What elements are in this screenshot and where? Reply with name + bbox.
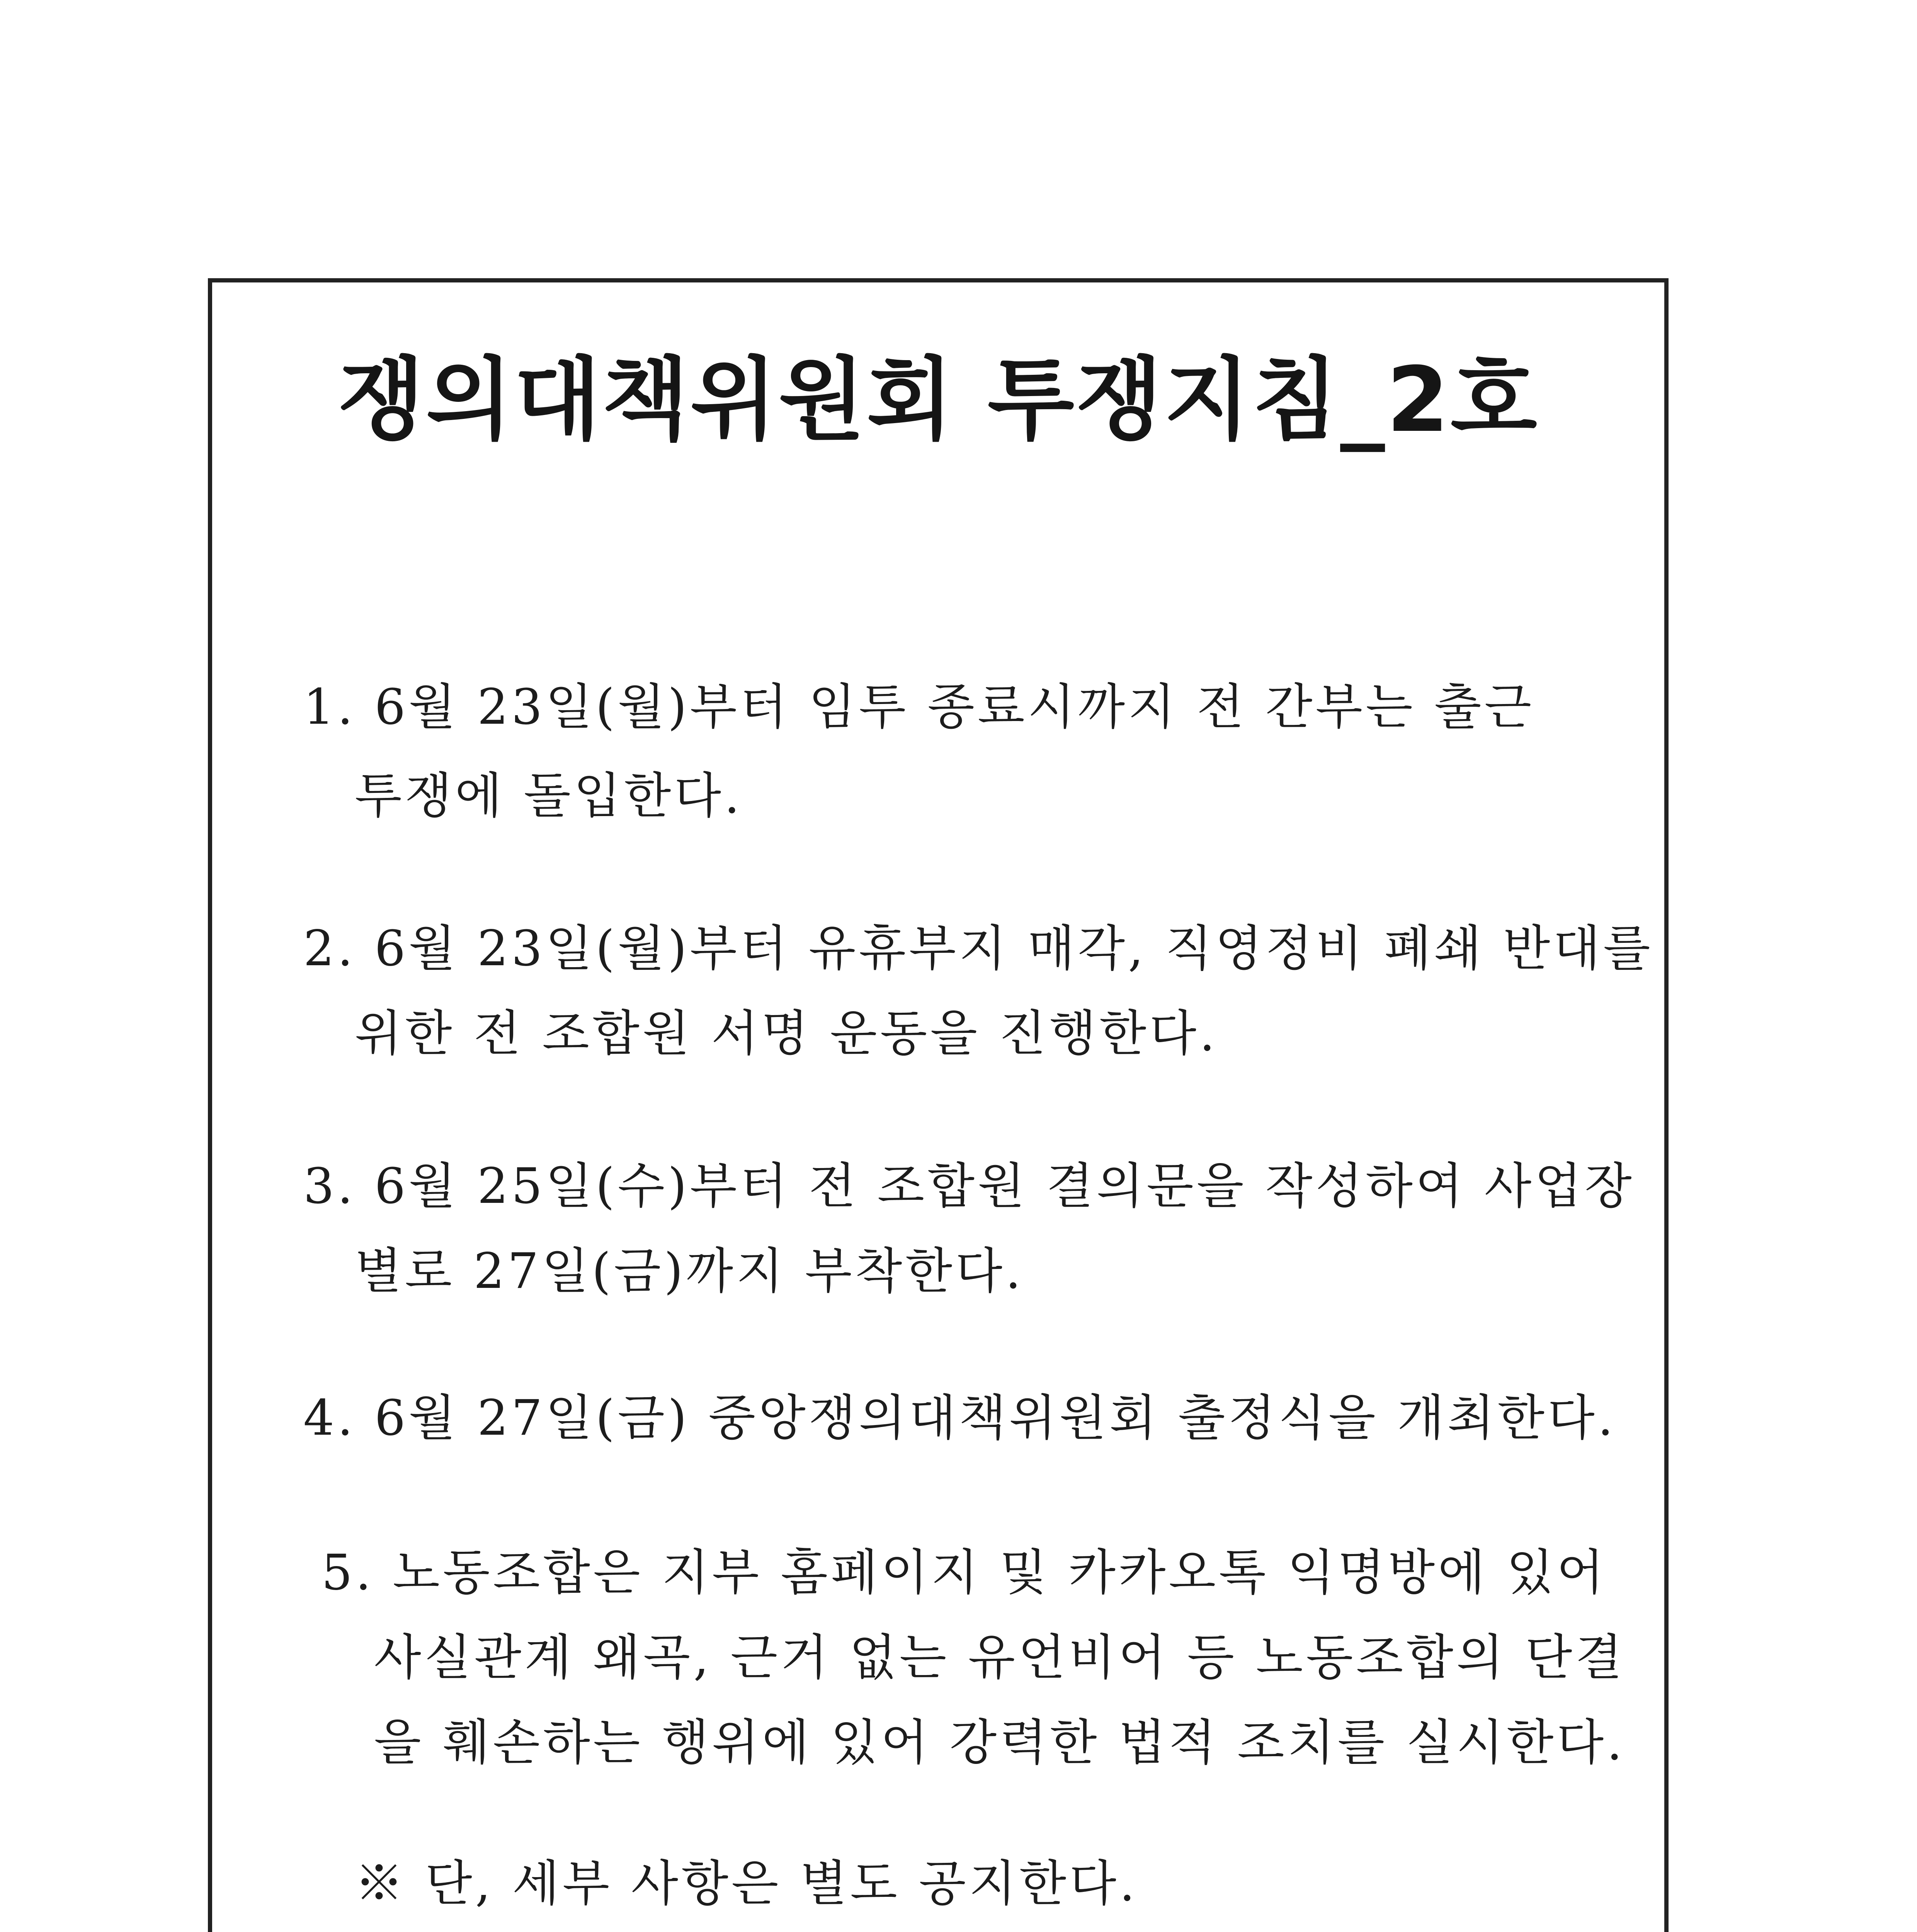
item-3-line-1: 3. 6월 25일(수)부터 전 조합원 결의문을 작성하여 사업장 [303, 1158, 1635, 1214]
item-5-line-2: 사실관계 왜곡, 근거 없는 유언비어 등 노동조합의 단결 [374, 1629, 1626, 1686]
note-1: ※ 단, 세부 사항은 별도 공지한다. [355, 1855, 1138, 1912]
item-5-line-1: 5. 노동조합은 지부 홈페이지 및 카카오톡 익명방에 있어 [321, 1544, 1607, 1601]
item-2-line-1: 2. 6월 23일(월)부터 유휴부지 매각, 직영정비 폐쇄 반대를 [303, 920, 1653, 977]
item-5-line-3: 을 훼손하는 행위에 있어 강력한 법적 조치를 실시한다. [374, 1714, 1626, 1771]
item-1-line-1: 1. 6월 23일(월)부터 임투 종료시까지 전 간부는 출근 [303, 679, 1535, 735]
document-title: 쟁의대책위원회 투쟁지침_2호 [338, 348, 1539, 452]
item-3-line-2: 별로 27일(금)까지 부착한다. [355, 1243, 1024, 1299]
item-1-line-2: 투쟁에 돌입한다. [355, 767, 743, 824]
item-2-line-2: 위한 전 조합원 서명 운동을 진행한다. [355, 1005, 1218, 1062]
item-4-line-1: 4. 6월 27일(금) 중앙쟁의대책위원회 출정식을 개최한다. [303, 1389, 1616, 1446]
